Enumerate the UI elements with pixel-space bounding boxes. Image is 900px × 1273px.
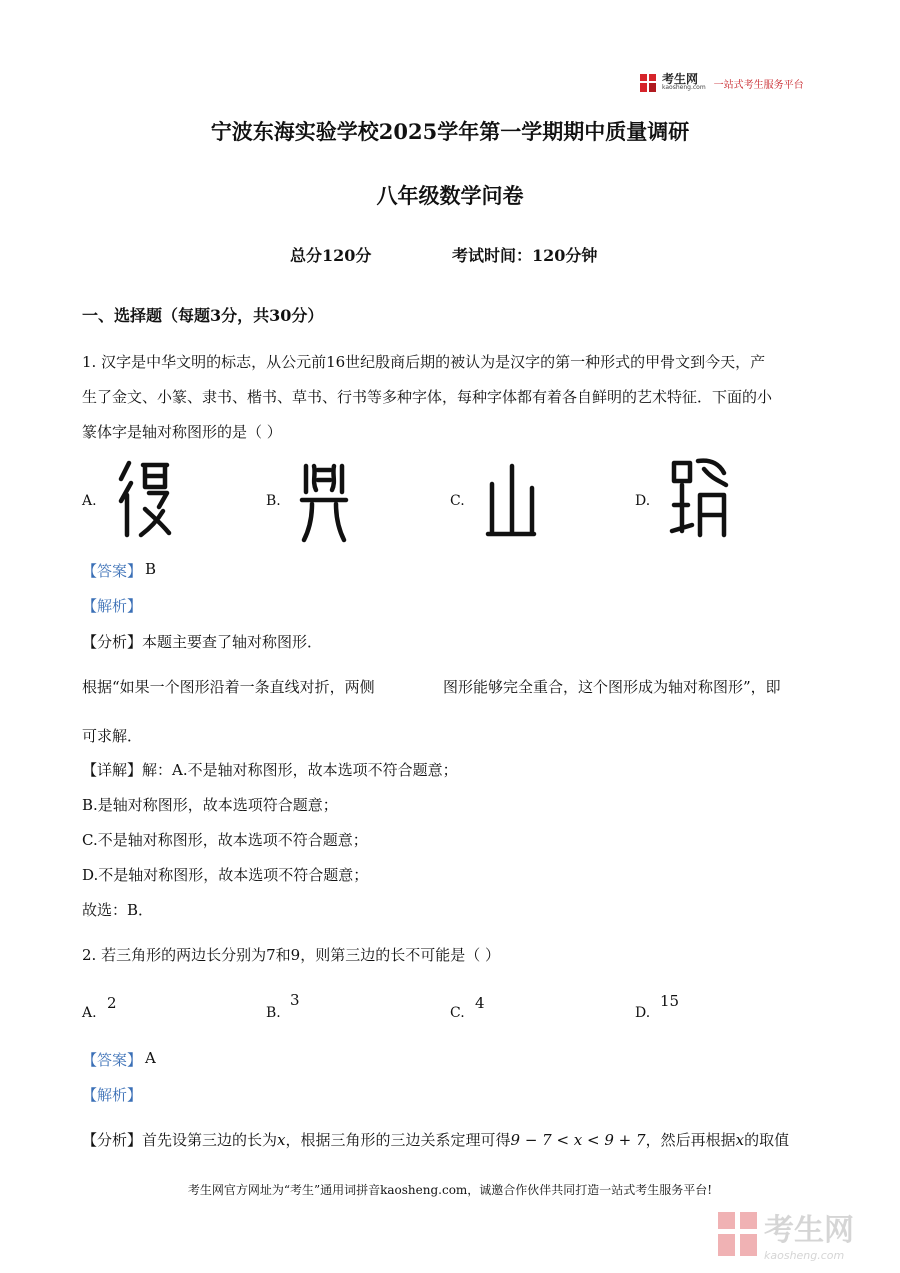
q2-side-b: 9: [290, 946, 301, 964]
q2-var-x-2: x: [735, 1131, 745, 1149]
q1-stem-line2: 生了金文、小篆、隶书、楷书、草书、行书等多种字体，每种字体都有着各自鲜明的艺术特征．下面的小: [82, 388, 773, 406]
q2-fenxi-pre: 首先设第三边的长为: [142, 1131, 278, 1149]
q1-stem-line1: 1. 汉字是中华文明的标志，从公元前16世纪殷商后期的被认为是汉字的第一种形式的甲骨文到今天，产: [82, 353, 766, 371]
q2-answer-tag: 【答案】: [82, 1051, 143, 1069]
q1-option-a-label: A.: [82, 493, 97, 509]
exam-subtitle: 八年级数学问卷: [376, 183, 524, 208]
q2-fenxi-end: 的取值: [744, 1131, 790, 1149]
logo-name: 考生网: [662, 72, 699, 86]
header-logo: [640, 72, 804, 94]
q1-option-c-label: C.: [450, 493, 465, 509]
q1-conclusion: 故选：B．: [82, 901, 154, 919]
logo-domain: kaosheng.com: [662, 84, 706, 91]
q2-option-d-label: D.: [635, 1005, 651, 1021]
q1-detail-text: 解：A.不是轴对称图形，故本选项不符合题意；: [142, 761, 458, 779]
q1-analysis-tag: 【解析】: [82, 597, 143, 615]
total-score: 总分120分: [290, 246, 372, 265]
q1-detail-tag: 【详解】: [82, 761, 143, 779]
q2-fenxi: [82, 1130, 789, 1151]
q2-var-x: x: [277, 1131, 286, 1149]
q1-option-d-label: D.: [635, 493, 651, 509]
q2-answer: A: [145, 1049, 156, 1067]
q1-basis-line2: 可求解．: [82, 727, 143, 745]
logo-wordmark: [662, 74, 706, 92]
q2-fenxi-post: ，然后再根据: [645, 1131, 736, 1149]
q2-option-c-value: 4: [475, 994, 485, 1012]
q1-detail-line3: C.不是轴对称图形，故本选项不符合题意；: [82, 831, 368, 849]
exam-title: 宁波东海实验学校2025学年第一学期期中质量调研: [210, 119, 690, 144]
q2-stem-pre: 2. 若三角形的两边长分别为: [82, 946, 267, 964]
watermark-brand: 考生网: [764, 1213, 854, 1248]
q1-detail-line1: [82, 760, 458, 781]
q2-fenxi-mid: ，根据三角形的三边关系定理可得: [285, 1131, 511, 1149]
q2-analysis-tag: 【解析】: [82, 1086, 143, 1104]
watermark: [718, 1205, 854, 1262]
exam-time: 考试时间：120分钟: [452, 246, 598, 265]
q2-option-a-label: A.: [82, 1005, 97, 1021]
logo-slogan: 一站式考生服务平台: [713, 79, 804, 91]
q2-option-b-value: 3: [290, 991, 300, 1009]
q1-fenxi-tag: 【分析】: [82, 633, 143, 651]
q1-fenxi: [82, 632, 322, 653]
q2-option-c-label: C.: [450, 1005, 465, 1021]
q2-inequality: 9 − 7 < x < 9 + 7: [510, 1131, 646, 1149]
q2-option-d-value: 15: [660, 992, 680, 1010]
q1-basis-part2: 图形能够完全重合，这个图形成为轴对称图形”，即: [443, 678, 781, 696]
section-heading: 一、选择题（每题3分，共30分）: [82, 306, 324, 325]
q2-stem: [82, 945, 500, 966]
q1-detail-line2: B.是轴对称图形，故本选项符合题意；: [82, 796, 338, 814]
q2-side-a: 7: [266, 946, 276, 964]
q1-answer-tag: 【答案】: [82, 562, 143, 580]
q1-fenxi-text: 本题主要查了轴对称图形．: [142, 633, 323, 651]
q1-answer: B: [145, 560, 157, 578]
q1-option-b-label: B.: [266, 493, 281, 509]
q2-option-b-label: B.: [266, 1005, 281, 1021]
page-footer: 考生网官方网址为“考生”通用词拼音kaosheng.com，诚邀合作伙伴共同打造一站式考生服务平台!: [187, 1183, 713, 1197]
q2-and-word: 和: [275, 946, 291, 964]
q2-option-a-value: 2: [107, 994, 117, 1012]
q1-basis-part1: 根据“如果一个图形沿着一条直线对折，两侧: [82, 678, 375, 696]
seal-script-character-zhi-icon: [484, 462, 538, 542]
seal-script-character-xing-icon: [298, 460, 350, 544]
q1-stem-line3: 篆体字是轴对称图形的是（ ）: [82, 423, 282, 441]
logo-mark-icon: [640, 74, 656, 92]
q2-stem-post: ，则第三边的长不可能是（ ）: [300, 946, 500, 964]
watermark-text: [764, 1205, 854, 1262]
seal-script-character-lu-icon: [668, 455, 732, 541]
watermark-domain: kaosheng.com: [764, 1249, 845, 1262]
q1-detail-line4: D.不是轴对称图形，故本选项不符合题意；: [82, 866, 369, 884]
seal-script-character-fu-icon: [115, 457, 175, 541]
watermark-logo-icon: [718, 1212, 758, 1256]
q2-fenxi-tag: 【分析】: [82, 1131, 143, 1149]
